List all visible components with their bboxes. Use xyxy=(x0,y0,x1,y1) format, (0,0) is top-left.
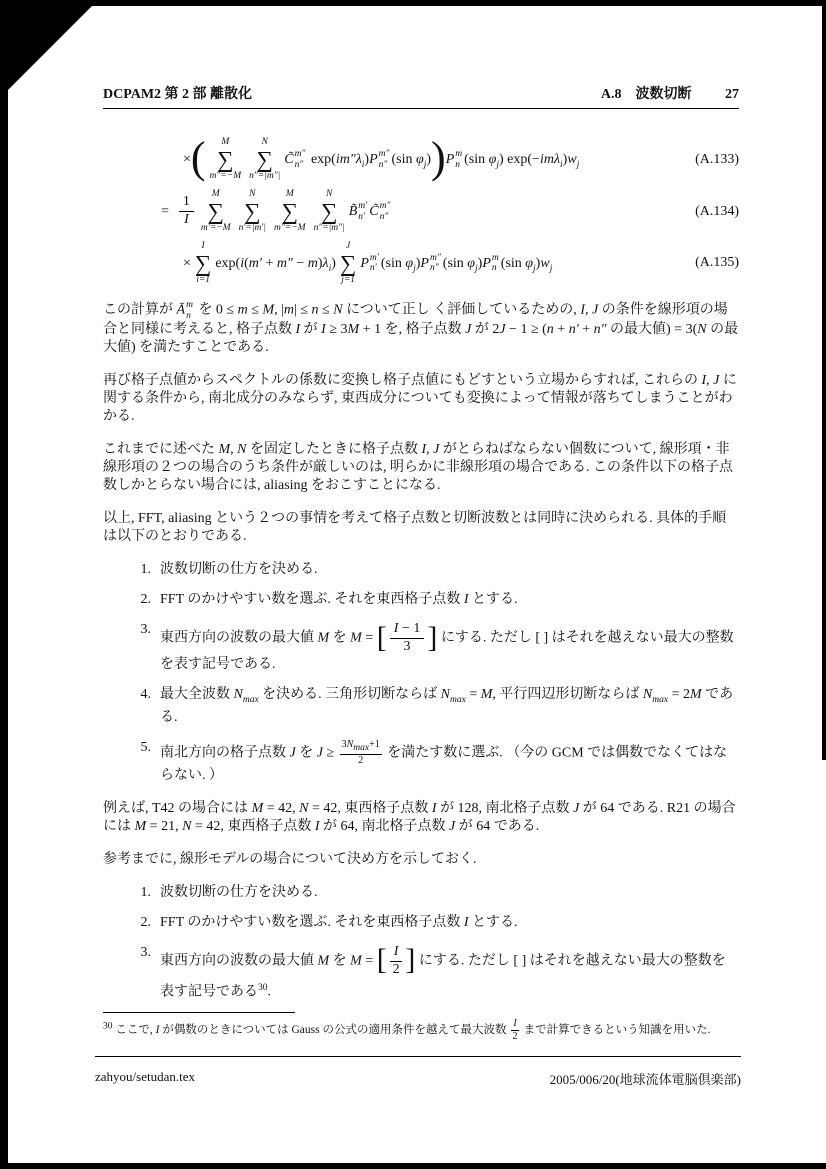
equation-A135-label: (A.135) xyxy=(695,255,739,271)
list-item-number: 3. xyxy=(140,622,151,638)
header-page-number: 27 xyxy=(725,87,739,102)
footer-rule xyxy=(95,1056,741,1057)
paragraph-examples-t42-r21: 例えば, T42 の場合には M = 42, N = 42, 東西格子点数 I が 128, 南北格子点数 J が 64 である. R21 の場合には M = 21, N = 42, 東西格子点数 I が 64, 南北格子点数 J が 64 である. xyxy=(103,801,736,834)
footer-date-credit: 2005/006/20(地球流体電脳倶楽部) xyxy=(549,1072,741,1087)
scan-edge-right xyxy=(822,0,826,760)
list-item-text: 波数切断の仕方を決める. xyxy=(160,885,318,900)
page-header xyxy=(103,86,739,109)
list-item-number: 2. xyxy=(140,915,151,930)
equation-A133 xyxy=(103,132,739,183)
footnote-text: $^{30}$ ここで, I が偶数のときについては Gauss の公式の適用条件を越えて最大波数 $\frac{I}{2}$ まで計算できるという知識を用いた. xyxy=(103,1018,711,1042)
equation-A135-body: × I ∑ i=1 $\exp(i(m' + m'' - m)\lambda_i)$ J ∑ j=1 P m′ n′ (sin $\varphi_j)P$ m″ n″ (sin $\varphi_j)P$ m n (sin $\varphi_j)w_j$ xyxy=(183,240,553,285)
list-item-text: 最大全波数 $N_{max}$ を決める. 三角形切断ならば $N_{max} = M$, 平行四辺形切断ならば $N_{max} = 2M$ である. xyxy=(160,686,734,725)
list-item-text: 波数切断の仕方を決める. xyxy=(160,562,318,578)
scan-corner-top-left xyxy=(0,0,98,98)
procedure-list-linear xyxy=(103,884,739,1001)
header-document-title: DCPAM2 第 2 部 離散化 xyxy=(103,87,253,102)
footer-file-path: zahyou/setudan.tex xyxy=(95,1069,195,1084)
list-item-number: 3. xyxy=(140,945,151,960)
list-item-text: 南北方向の格子点数 J を J ≥ $3N_{max}+1$ 2 を満たす数に選ぶ. （今の GCM では偶数でなくてはならない. ） xyxy=(160,738,728,783)
footer-row xyxy=(95,1069,741,1088)
list-item xyxy=(103,621,739,674)
list-item xyxy=(103,884,739,902)
procedure-list-nonlinear xyxy=(103,561,739,785)
list-item-text: 東西方向の波数の最大値 M を M = [ $\frac{I - 1}{3}$ ] にする. ただし [ ] はそれを越えない最大の整数を表す記号である. xyxy=(160,620,734,672)
scan-edge-bottom xyxy=(0,1163,826,1169)
equation-A134-label: (A.134) xyxy=(695,203,739,219)
footnote-area xyxy=(103,1012,739,1043)
paragraph-conditions: この計算が Ā m n を 0 ≤ m ≤ M, |m| ≤ n ≤ N について正し く評価しているための, I, J の条件を線形項の場合と同様に考えると, 格子点数 I が I ≥ 3M + 1 を, 格子点数 J が 2J − 1 ≥ (n + n′ + n″ の最大値) = 3(N の最大値) を満たすことである. xyxy=(103,300,739,356)
list-item xyxy=(103,591,739,609)
header-section-title: A.8 波数切断 xyxy=(600,87,692,102)
equation-A134 xyxy=(103,189,739,235)
equation-A133-label: (A.133) xyxy=(695,151,739,167)
paragraph-linear-model-intro: 参考までに, 線形モデルの場合について決め方を示しておく. xyxy=(103,852,477,867)
list-item xyxy=(103,561,739,579)
paragraph-procedure-intro: 以上, FFT, aliasing という２つの事情を考えて格子点数と切断波数とは同時に決められる. 具体的手順は以下のとおりである. xyxy=(103,511,727,545)
list-item-number: 4. xyxy=(140,686,151,702)
list-item xyxy=(103,944,739,1001)
header-right xyxy=(601,86,739,104)
page-content xyxy=(103,86,739,1016)
list-item-number: 2. xyxy=(140,592,151,608)
footnote-rule xyxy=(103,1012,295,1013)
paragraph-transform-info-loss: 再び格子点値からスペクトルの係数に変換し格子点値にもどすという立場からすれば, これらの I, J に関する条件から, 南北成分のみならず, 東西成分についても変換によって情報が落ちてしまうことがわかる. xyxy=(103,373,737,425)
list-item xyxy=(103,686,739,727)
list-item-text: 東西方向の波数の最大値 M を M = [ $\frac{I}{2}$ ] にする. ただし [ ] はそれを越えない最大の整数を表す記号である$^{30}$. xyxy=(160,943,726,1000)
list-item-number: 1. xyxy=(140,885,151,900)
paragraph-aliasing: これまでに述べた M, N を固定したときに格子点数 I, J がとらねばならない個数について, 線形項・非線形項の２つの場合のうち条件が厳しいのは, 明らかに非線形項の場合である. この条件以下の格子点数しかとらない場合には, aliasing をおこすことになる. xyxy=(103,442,733,494)
list-item-number: 1. xyxy=(140,562,151,578)
list-item-text: FFT のかけやすい数を選ぶ. それを東西格子点数 I とする. xyxy=(160,592,518,608)
list-item xyxy=(103,739,739,785)
equation-A134-body: = $\frac{1}{I}$ M ∑ m′=−M N ∑ n′=|m′| M ∑ m″=−M N ∑ n″=|m″| B̃ m′ n′ C̃ m″ n″ xyxy=(161,188,391,234)
list-item-number: 5. xyxy=(140,739,151,755)
list-item xyxy=(103,914,739,932)
list-item-text: FFT のかけやすい数を選ぶ. それを東西格子点数 I とする. xyxy=(160,915,518,930)
equation-block xyxy=(103,132,739,286)
scan-edge-left xyxy=(0,0,8,1169)
equation-A133-body: ×( M ∑ m″=−M N ∑ n″=|m″| C̃ m″ n″ $\exp(im''\lambda_i)P$ m″ n″ (sin $\varphi_j))P$ m n (sin $\varphi_j$) $\exp(-im\lambda_i)w_j$ xyxy=(183,132,580,182)
scan-edge-top xyxy=(0,0,826,6)
equation-A135 xyxy=(103,241,739,287)
page-footer xyxy=(95,1056,741,1088)
